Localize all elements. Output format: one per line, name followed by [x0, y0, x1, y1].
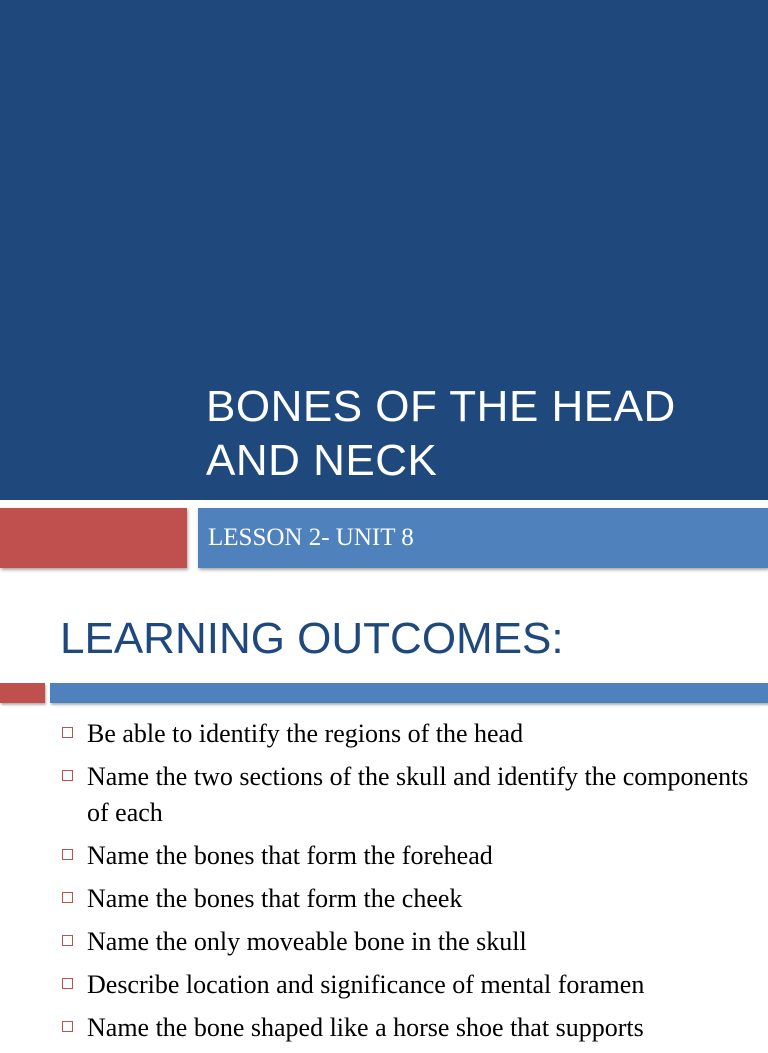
list-item: [60, 881, 760, 917]
subtitle-bar: [198, 508, 768, 568]
accent-bar-red: [0, 508, 187, 568]
outcome-text: Describe location and significance of mental foramen: [87, 970, 645, 999]
accent-bar-red-small: [0, 683, 45, 703]
outcomes-list: [60, 716, 760, 1053]
outcome-text: Name the bones that form the cheek: [87, 884, 463, 913]
list-item: [60, 716, 760, 752]
square-bullet-icon: [62, 892, 73, 903]
accent-bar-blue: [50, 683, 768, 703]
list-item: [60, 924, 760, 960]
square-bullet-icon: [62, 1021, 73, 1032]
outcome-text: Name the bones that form the forehead: [87, 841, 493, 870]
slide-title: BONES OF THE HEAD AND NECK: [206, 382, 676, 485]
list-item: [60, 838, 760, 874]
square-bullet-icon: [62, 978, 73, 989]
list-item: [60, 967, 760, 1003]
title-panel: [0, 0, 768, 500]
outcome-text: Name the bone shaped like a horse shoe that supports: [87, 1013, 644, 1042]
outcome-text: Name the only moveable bone in the skull: [87, 927, 527, 956]
outcome-text: Be able to identify the regions of the head: [87, 719, 524, 748]
square-bullet-icon: [62, 849, 73, 860]
square-bullet-icon: [62, 770, 73, 781]
square-bullet-icon: [62, 727, 73, 738]
outcome-text: Name the two sections of the skull and identify the components of each: [87, 762, 749, 827]
square-bullet-icon: [62, 935, 73, 946]
learning-outcomes-heading: LEARNING OUTCOMES:: [60, 614, 564, 663]
slide-subtitle: LESSON 2- UNIT 8: [208, 524, 414, 551]
list-item: [60, 759, 760, 831]
list-item: [60, 1010, 760, 1046]
